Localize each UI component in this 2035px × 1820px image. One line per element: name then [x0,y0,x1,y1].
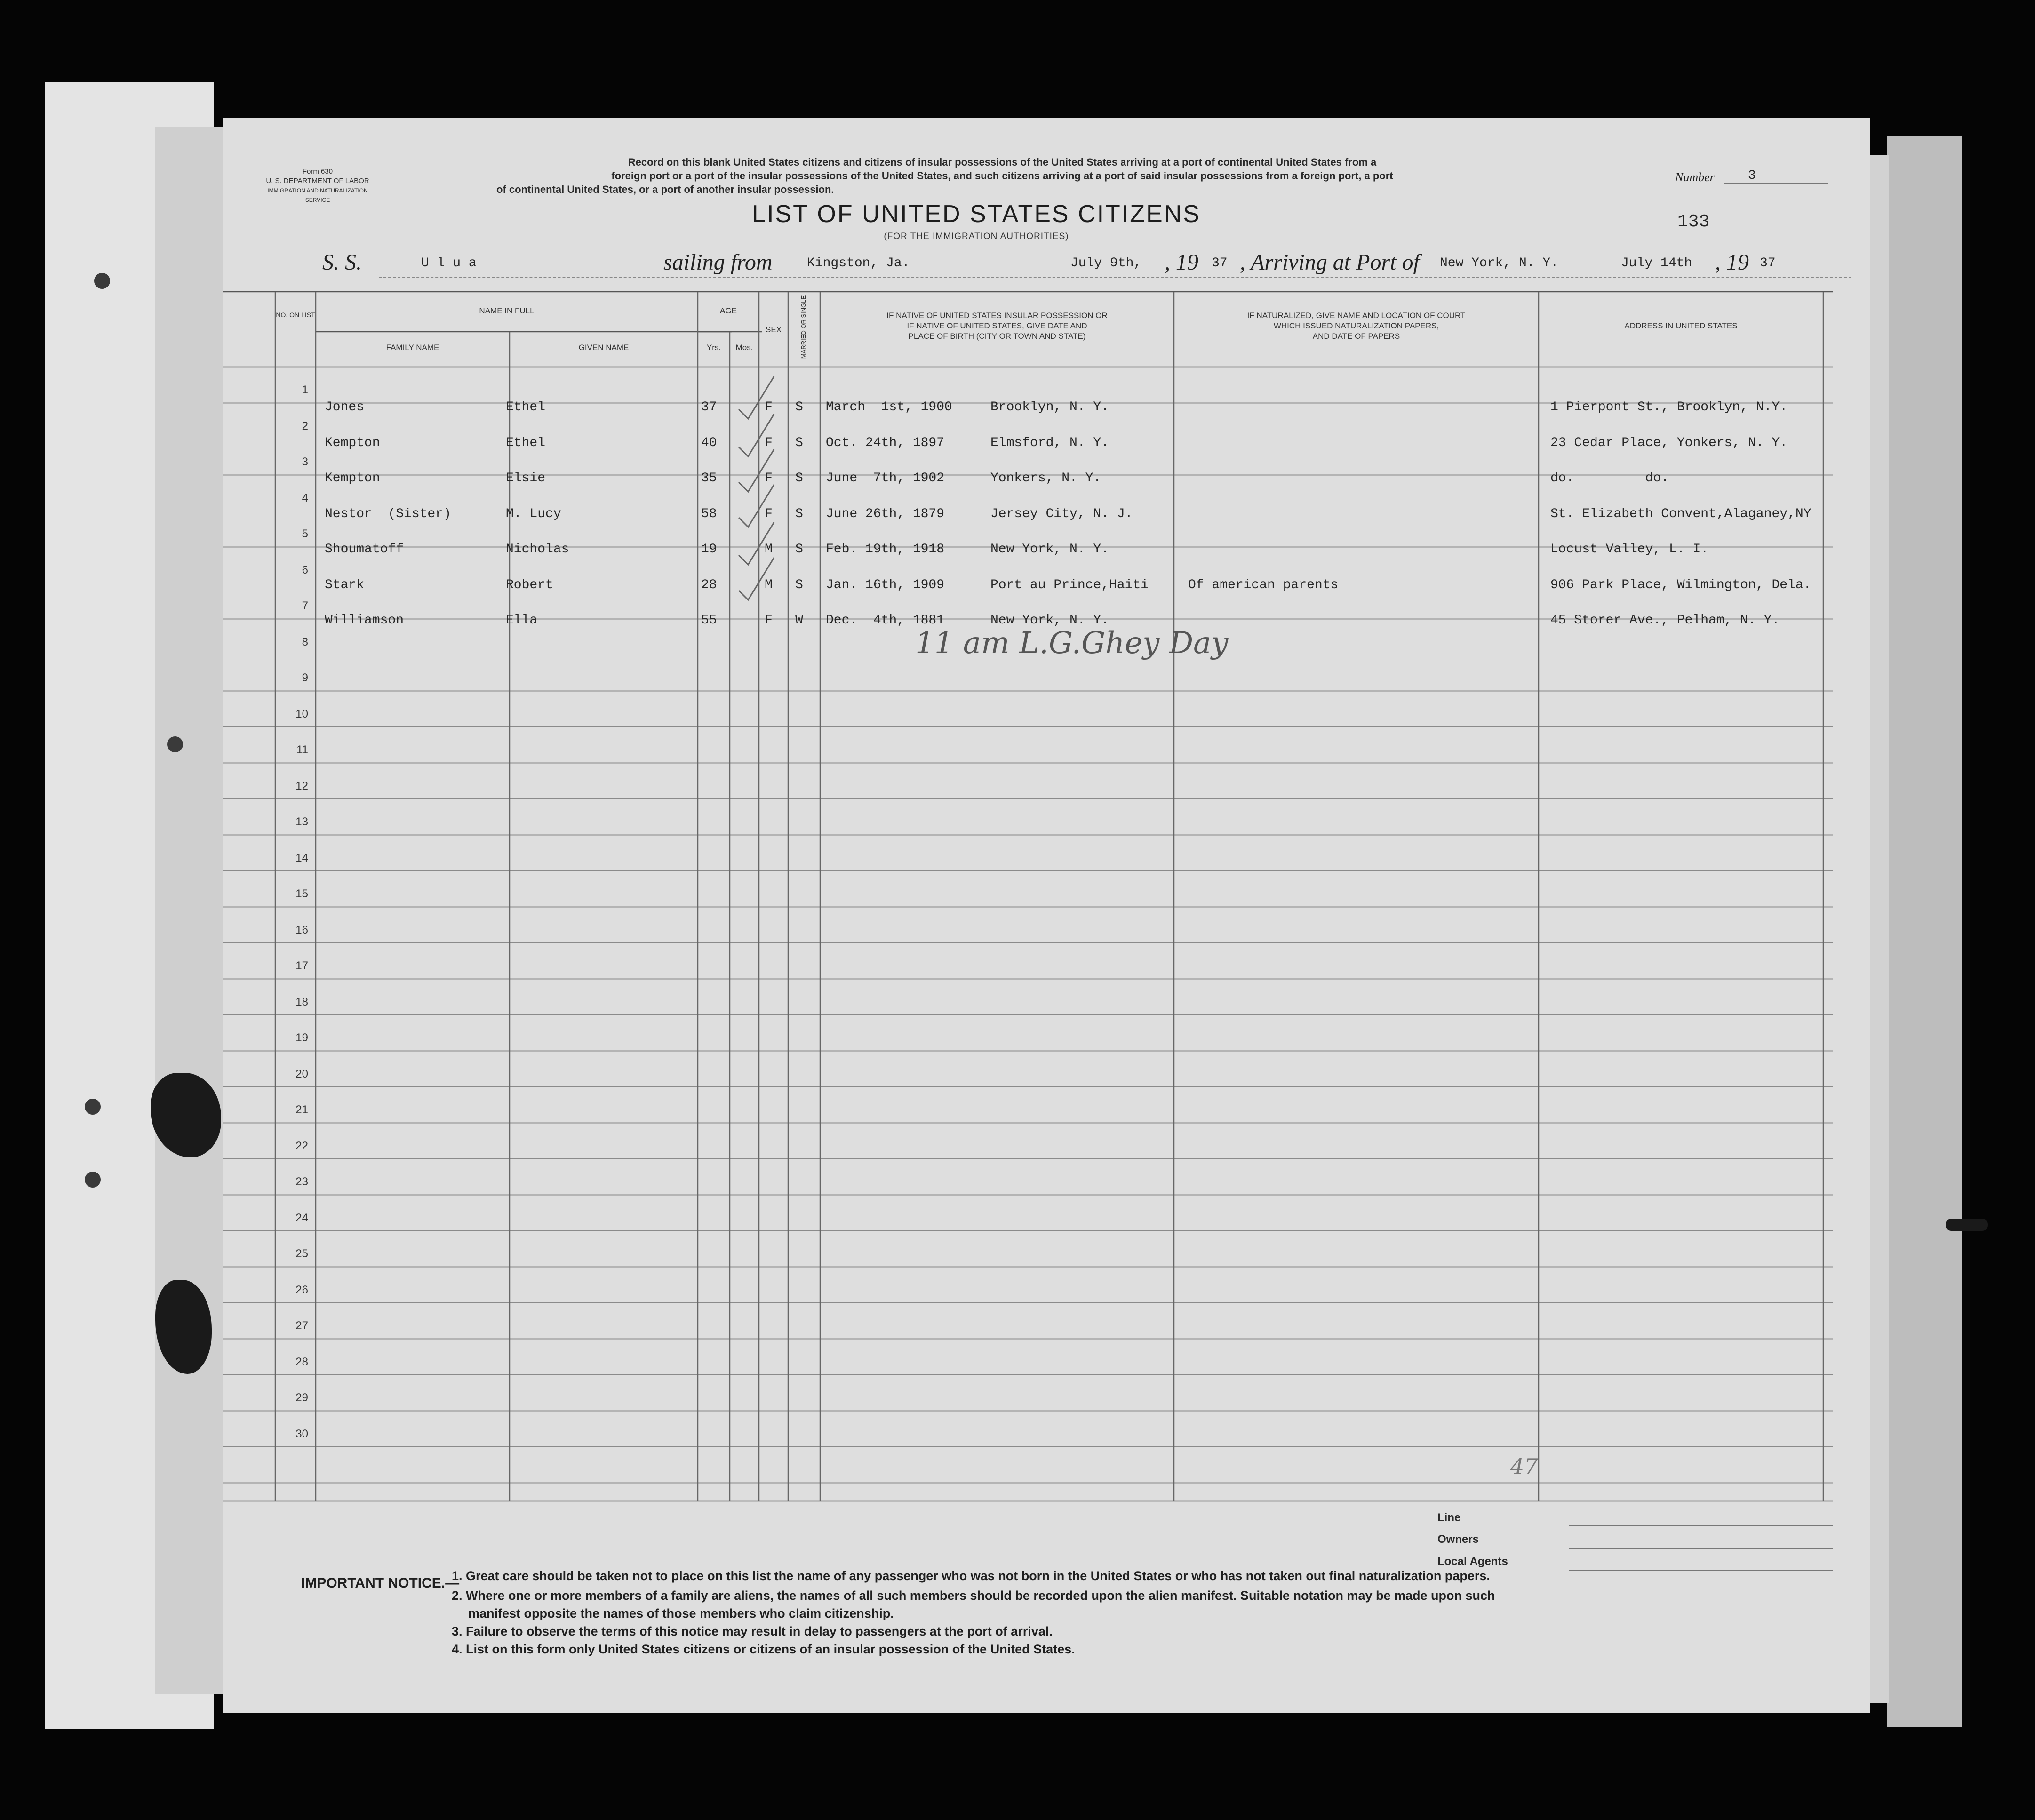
line-number: 14 [295,851,308,864]
line-number: 8 [302,635,308,648]
naturalization-cell: Of american parents [1188,577,1339,592]
header-address: ADDRESS IN UNITED STATES [1624,321,1738,330]
family-name-cell: Nestor (Sister) [325,506,451,521]
header-mos: Mos. [735,343,753,352]
line-number: 1 [302,383,308,396]
marital-status-cell: S [795,471,803,486]
year-prefix-1: , 19 [1165,250,1198,275]
line-number: 28 [295,1355,308,1368]
form-id [259,167,376,205]
family-name-cell: Shoumatoff [325,542,404,557]
year-prefix-2: , 19 [1715,250,1749,275]
header-native-1: IF NATIVE OF UNITED STATES INSULAR POSSESSION OR [886,311,1108,320]
line-number: 6 [302,563,308,576]
number-underline [1724,183,1828,184]
arrival-date: July 14th [1621,256,1692,271]
from-port: Kingston, Ja. [807,256,910,271]
birth-place-cell: Yonkers, N. Y. [990,471,1101,486]
record-note-2: foreign port or a port of the insular possessions of the United States, and such citizens arriving at a port of said insular possessions from a foreign port, a port [611,170,1393,182]
record-note-1: Record on this blank United States citizens and citizens of insular possessions of the United States arriving at a port of continental United States from a [628,156,1377,168]
number-value: 3 [1748,168,1756,183]
manifest-page [223,118,1870,1713]
number-label: Number [1675,170,1715,184]
header-no-on-list: NO. ON LIST [276,311,315,319]
marital-status-cell: S [795,506,803,521]
line-number: 20 [295,1067,308,1080]
age-years-cell: 55 [701,613,717,628]
given-name-cell: Nicholas [506,542,569,557]
form-number: Form 630 [302,168,333,176]
line-number: 11 [296,743,308,756]
year-suffix-1: 37 [1212,256,1228,271]
line-number: 16 [295,923,308,936]
header-naturalized-1: IF NATURALIZED, GIVE NAME AND LOCATION OF COURT [1247,311,1466,320]
age-years-cell: 35 [701,471,717,486]
line-number: 5 [302,527,308,540]
binder-hole [94,273,110,289]
agent-owners-label: Owners [1437,1533,1479,1546]
sex-cell: M [765,542,773,557]
line-number: 7 [302,599,308,612]
binder-hole [85,1172,101,1188]
header-native [820,311,1174,342]
line-number: 15 [295,887,308,900]
header-sex: SEX [765,325,782,334]
line-number: 23 [295,1175,308,1188]
agent-local-label: Local Agents [1437,1555,1508,1568]
line-number: 12 [295,779,308,792]
service: IMMIGRATION AND NATURALIZATION SERVICE [267,187,368,203]
given-name-cell: M. Lucy [506,506,561,521]
age-years-cell: 37 [701,400,717,415]
line-number: 30 [295,1427,308,1440]
line-number: 27 [295,1319,308,1332]
birth-date-cell: June 7th, 1902 [826,471,945,486]
header-native-2: IF NATIVE OF UNITED STATES, GIVE DATE AND [907,321,1087,330]
voyage-line [223,249,1870,282]
notice-item-1: 1. Great care should be taken not to place on this list the name of any passenger who was not born in the United States or who has not taken out final naturalization papers. [452,1569,1490,1583]
line-number: 2 [302,419,308,432]
header-native-3: PLACE OF BIRTH (CITY OR TOWN AND STATE) [908,332,1086,341]
header-naturalized-3: AND DATE OF PAPERS [1312,332,1400,341]
line-number: 29 [295,1391,308,1404]
record-instructions [426,155,1579,196]
header-given-name: GIVEN NAME [578,343,629,352]
address-cell: do. do. [1550,471,1669,486]
important-notice [301,1567,1854,1658]
notice-item-4: 4. List on this form only United States citizens or citizens of an insular possession of the United States. [452,1642,1075,1656]
address-cell: Locust Valley, L. I. [1550,542,1709,557]
line-number: 3 [302,455,308,468]
address-cell: 45 Storer Ave., Pelham, N. Y. [1550,613,1780,628]
address-cell: 906 Park Place, Wilmington, Dela. [1550,577,1812,592]
clip-mark [1946,1219,1988,1231]
marital-status-cell: W [795,613,803,628]
birth-date-cell: Feb. 19th, 1918 [826,542,945,557]
marital-status-cell: S [795,542,803,557]
birth-place-cell: Elmsford, N. Y. [990,435,1109,450]
depart-date: July 9th, [1070,256,1142,271]
line-number: 17 [295,959,308,972]
page-title: LIST OF UNITED STATES CITIZENS [752,200,1201,228]
agent-line-label: Line [1437,1511,1461,1524]
birth-date-cell: Dec. 4th, 1881 [826,613,945,628]
age-years-cell: 28 [701,577,717,592]
page-subtitle: (FOR THE IMMIGRATION AUTHORITIES) [884,231,1069,241]
address-cell: St. Elizabeth Convent,Alaganey,NY [1550,506,1812,521]
handwritten-note: 11 am L.G.Ghey Day [915,626,1229,661]
header-yrs: Yrs. [706,343,721,352]
line-number: 13 [295,815,308,828]
page-number: 133 [1677,212,1710,232]
birth-date-cell: Oct. 24th, 1897 [826,435,945,450]
binder-hole [85,1099,101,1115]
given-name-cell: Ethel [506,435,546,450]
notice-item-2b: manifest opposite the names of those members who claim citizenship. [468,1606,894,1620]
age-years-cell: 19 [701,542,717,557]
header-age: AGE [720,306,737,315]
line-number: 21 [295,1103,308,1116]
birth-date-cell: March 1st, 1900 [826,400,952,415]
address-cell: 1 Pierpont St., Brooklyn, N.Y. [1550,400,1788,415]
birth-date-cell: Jan. 16th, 1909 [826,577,945,592]
family-name-cell: Jones [325,400,365,415]
notice-item-3: 3. Failure to observe the terms of this notice may result in delay to passengers at the port of arrival. [452,1624,1053,1638]
sex-cell: F [765,471,773,486]
header-naturalized [1174,311,1539,342]
line-number: 24 [295,1211,308,1224]
arrival-port: New York, N. Y. [1440,256,1559,271]
family-name-cell: Kempton [325,471,380,486]
sex-cell: F [765,613,773,628]
given-name-cell: Elsie [506,471,546,486]
birth-place-cell: New York, N. Y. [990,613,1109,628]
birth-place-cell: Brooklyn, N. Y. [990,400,1109,415]
line-number: 18 [295,995,308,1008]
birth-date-cell: June 26th, 1879 [826,506,945,521]
ss-label: S. S. [322,250,362,275]
birth-place-cell: Jersey City, N. J. [990,506,1133,521]
header-naturalized-2: WHICH ISSUED NATURALIZATION PAPERS, [1273,321,1439,330]
arriving-label: , Arriving at Port of [1240,250,1420,275]
table-grid [223,118,1870,1713]
year-suffix-2: 37 [1760,256,1776,271]
record-note-3: of continental United States, or a port of another insular possession. [496,184,834,195]
age-years-cell: 58 [701,506,717,521]
age-years-cell: 40 [701,435,717,450]
ship-name: U l u a [421,256,477,271]
sex-cell: M [765,577,773,592]
given-name-cell: Robert [506,577,553,592]
sex-cell: F [765,506,773,521]
line-number: 26 [295,1283,308,1296]
birth-place-cell: New York, N. Y. [990,542,1109,557]
given-name-cell: Ethel [506,400,546,415]
department: U. S. DEPARTMENT OF LABOR [266,177,369,185]
binder-hole [167,736,183,752]
notice-item-2a: 2. Where one or more members of a family are aliens, the names of all such members should be recorded upon the alien manifest. Suitable notation may be made upon such [452,1589,1495,1603]
sex-cell: F [765,400,773,415]
family-name-cell: Williamson [325,613,404,628]
sex-cell: F [765,435,773,450]
notice-label: IMPORTANT NOTICE.— [301,1575,460,1591]
line-number: 9 [302,671,308,684]
binder-edge [155,127,226,1694]
line-number: 19 [295,1031,308,1044]
page-edge-right [1887,136,1962,1727]
header-married-single: MARRIED OR SINGLE [800,295,807,359]
marital-status-cell: S [795,435,803,450]
line-number: 25 [295,1247,308,1260]
line-number: 4 [302,491,308,504]
address-cell: 23 Cedar Place, Yonkers, N. Y. [1550,435,1788,450]
birth-place-cell: Port au Prince,Haiti [990,577,1149,592]
marital-status-cell: S [795,577,803,592]
sailing-label: sailing from [663,250,773,275]
line-number: 10 [295,707,308,720]
handwritten-page-mark: 47 [1510,1454,1538,1479]
family-name-cell: Stark [325,577,365,592]
header-name-in-full: NAME IN FULL [479,306,535,315]
marital-status-cell: S [795,400,803,415]
voyage-underline [379,277,1851,278]
header-family-name: FAMILY NAME [386,343,439,352]
line-number: 22 [295,1139,308,1152]
family-name-cell: Kempton [325,435,380,450]
given-name-cell: Ella [506,613,538,628]
